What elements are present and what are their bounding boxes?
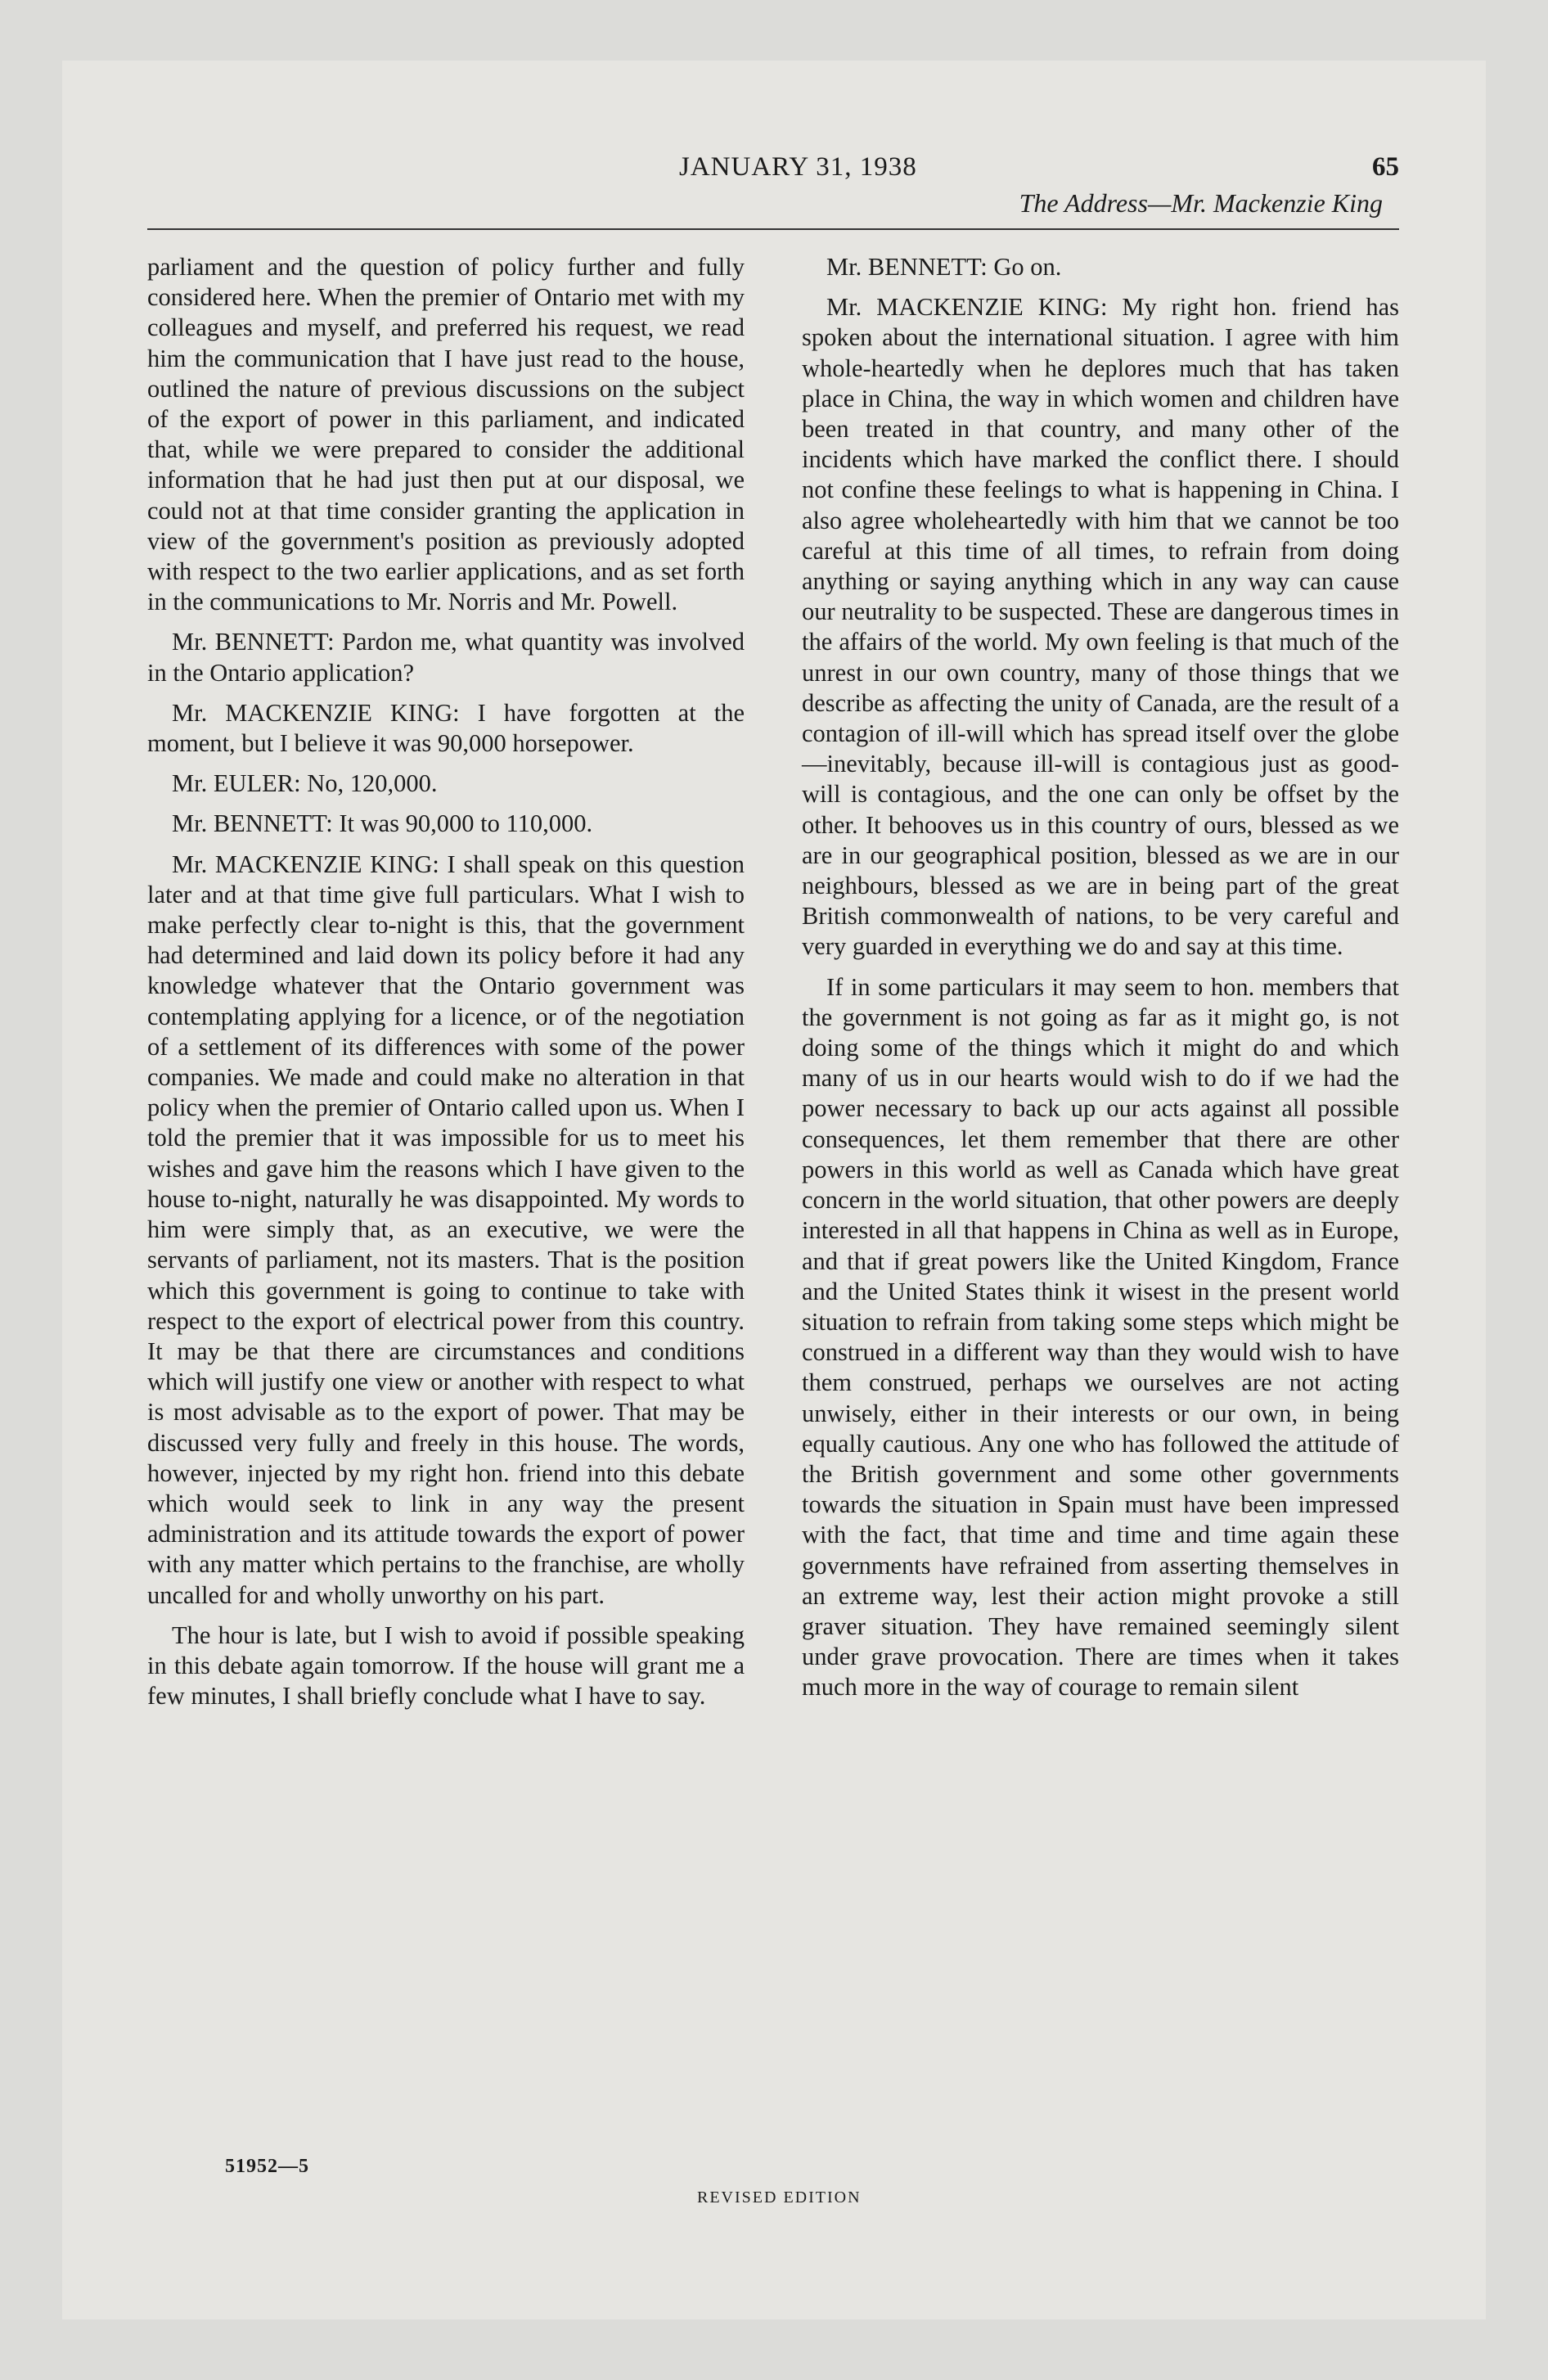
header-date: JANUARY 31, 1938 <box>679 152 917 182</box>
document-page <box>147 152 1399 2247</box>
header-rule <box>147 228 1399 230</box>
paragraph: If in some particulars it may seem to hon. members that the government is not going as far as it might go, is not doing some of the things which it might do and which many of us in our hearts would wish to do if we had the power necessary to back up our acts against all possible consequences, let them remember that there are other powers in this world as well as Canada which have great concern in the world situation, that other powers are deeply interested in all that happens in China as well as in Europe, and that if great powers like the United Kingdom, France and the United States think it wisest in the present world situation to refrain from taking some steps which might be construed in a different way than they would wish to have them construed, perhaps we ourselves are not acting unwisely, either in their interests or our own, in being equally cautious. Any one who has followed the attitude of the British government and some other governments towards the situation in Spain must have been impressed with the fact, that time and time and time again these governments have refrained from asserting themselves in an extreme way, lest their action might provoke a still graver situation. They have remained seemingly silent under grave provocation. There are times when it takes much more in the way of courage to remain silent <box>802 972 1399 1702</box>
paragraph: Mr. MACKENZIE KING: My right hon. friend has spoken about the international situation. I agree with him whole-heartedly when he deplores much that has taken place in China, the way in which women and children have been treated in that country, and many other of the incidents which have marked the conflict there. I should not confine these feelings to what is happening in China. I also agree wholeheartedly with him that we cannot be too careful at this time of all times, to refrain from doing anything or saying anything which in any way can cause our neutrality to be suspected. These are dangerous times in the affairs of the world. My own feeling is that much of the unrest in our own country, many of those things that we describe as affecting the unity of Canada, are the result of a contagion of ill-will which has spread itself over the globe—inevitably, because ill-will is contagious just as good-will is contagious, and the one can only be offset by the other. It behooves us in this country of ours, blessed as we are in our geographical position, blessed as we are in our neighbours, blessed as we are in being part of the great British commonwealth of nations, to be very careful and very guarded in everything we do and say at this time. <box>802 293 1399 961</box>
paragraph: Mr. BENNETT: Pardon me, what quantity was involved in the Ontario application? <box>147 628 745 687</box>
paragraph: The hour is late, but I wish to avoid if possible speaking in this debate again tomorrow. If the house will grant me a few minutes, I shall briefly conclude what I have to say. <box>147 1620 745 1711</box>
paragraph: parliament and the question of policy further and fully considered here. When the premier of Ontario met with my colleagues and myself, and preferred his request, we read him the communication that I have just read to the house, outlined the nature of previous discussions on the subject of the export of power in this parliament, and indicated that, while we were prepared to consider the additional information that he had just then put at our disposal, we could not at that time consider granting the application in view of the government's position as previously adopted with respect to the two earlier applications, and as set forth in the communications to Mr. Norris and Mr. Powell. <box>147 253 745 616</box>
footer-print-code: 51952—5 <box>225 2156 309 2177</box>
page-number: 65 <box>1372 152 1399 182</box>
paragraph: Mr. BENNETT: It was 90,000 to 110,000. <box>172 809 593 838</box>
running-header <box>147 152 1399 188</box>
paragraph: Mr. BENNETT: Go on. <box>826 253 1062 281</box>
header-subtitle: The Address—Mr. Mackenzie King <box>1019 188 1383 218</box>
paragraph: Mr. MACKENZIE KING: I have forgotten at the moment, but I believe it was 90,000 horsepower. <box>147 698 745 758</box>
paragraph: Mr. MACKENZIE KING: I shall speak on this question later and at that time give full particulars. What I wish to make perfectly clear to-night is this, that the government had determined and laid down its policy before it had any knowledge whatever that the Ontario government was contemplating applying for a licence, or of the negotiation of a settlement of its differences with some of the power companies. We made and could make no alteration in that policy when the premier of Ontario called upon us. When I told the premier that it was impossible for us to meet his wishes and gave him the reasons which I have given to the house to-night, naturally he was disappointed. My words to him were simply that, as an executive, we were the servants of parliament, not its masters. That is the position which this government is going to continue to take with respect to the export of electrical power from this country. It may be that there are circumstances and conditions which will justify one view or another with respect to what is most advisable as to the export of power. That may be discussed very fully and freely in this house. The words, however, injected by my right hon. friend into this debate which would seek to link in any way the present administration and its attitude towards the export of power with any matter which pertains to the franchise, are wholly uncalled for and wholly unworthy on his part. <box>147 850 745 1609</box>
right-column <box>802 252 1399 1713</box>
paragraph: Mr. EULER: No, 120,000. <box>172 769 438 798</box>
left-column <box>147 252 745 1721</box>
footer-edition: REVISED EDITION <box>697 2188 862 2206</box>
